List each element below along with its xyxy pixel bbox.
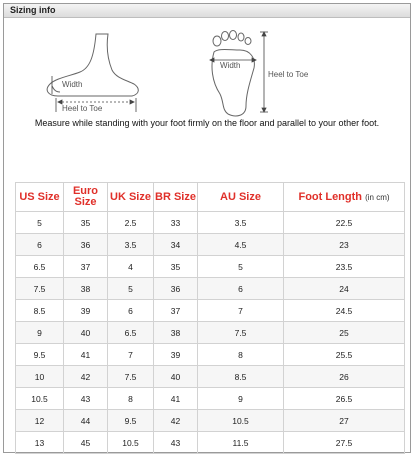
header-euro-size: Euro Size [64,183,108,212]
sizing-info-panel [3,3,411,453]
table-row [16,278,405,300]
cell-euro-size: 44 [64,410,108,432]
cell-euro-size: 38 [64,278,108,300]
cell-foot-length: 24.5 [284,300,405,322]
cell-foot-length: 26 [284,366,405,388]
table-row [16,432,405,454]
cell-us-size: 6 [16,234,64,256]
cell-au-size: 9 [198,388,284,410]
cell-foot-length: 23.5 [284,256,405,278]
cell-foot-length: 22.5 [284,212,405,234]
cell-uk-size: 6.5 [108,322,154,344]
cell-au-size: 4.5 [198,234,284,256]
cell-br-size: 42 [154,410,198,432]
cell-us-size: 6.5 [16,256,64,278]
cell-uk-size: 5 [108,278,154,300]
header-foot-length-label: Foot Length [298,190,363,203]
panel-title: Sizing info [10,5,56,15]
table-row [16,212,405,234]
cell-au-size: 8 [198,344,284,366]
cell-us-size: 8.5 [16,300,64,322]
cell-br-size: 39 [154,344,198,366]
side-width-label: Width [62,80,83,89]
cell-us-size: 9 [16,322,64,344]
cell-foot-length: 24 [284,278,405,300]
foot-top-view-icon [212,31,254,116]
side-heel-to-toe-label: Heel to Toe [62,104,103,113]
cell-br-size: 37 [154,300,198,322]
size-chart-header-row [16,183,405,212]
cell-uk-size: 2.5 [108,212,154,234]
cell-br-size: 40 [154,366,198,388]
cell-au-size: 6 [198,278,284,300]
cell-euro-size: 40 [64,322,108,344]
cell-us-size: 9.5 [16,344,64,366]
cell-au-size: 7 [198,300,284,322]
cell-foot-length: 25.5 [284,344,405,366]
cell-euro-size: 37 [64,256,108,278]
cell-uk-size: 3.5 [108,234,154,256]
foot-measurement-illustration [24,26,394,131]
cell-br-size: 33 [154,212,198,234]
cell-au-size: 10.5 [198,410,284,432]
cell-foot-length: 23 [284,234,405,256]
cell-au-size: 8.5 [198,366,284,388]
table-row [16,388,405,410]
cell-au-size: 3.5 [198,212,284,234]
panel-titlebar [4,4,410,18]
cell-br-size: 36 [154,278,198,300]
header-foot-length [284,183,405,212]
cell-br-size: 41 [154,388,198,410]
header-foot-length-unit: (in cm) [365,192,390,202]
cell-uk-size: 4 [108,256,154,278]
header-us-size: US Size [16,183,64,212]
measurement-instruction: Measure while standing with your foot firmly on the floor and parallel to your other foot. [34,118,380,128]
table-row [16,256,405,278]
top-width-label: Width [220,61,241,70]
cell-euro-size: 39 [64,300,108,322]
cell-au-size: 11.5 [198,432,284,454]
cell-us-size: 12 [16,410,64,432]
cell-au-size: 7.5 [198,322,284,344]
cell-br-size: 43 [154,432,198,454]
cell-us-size: 7.5 [16,278,64,300]
cell-foot-length: 27.5 [284,432,405,454]
cell-euro-size: 42 [64,366,108,388]
header-br-size: BR Size [154,183,198,212]
table-row [16,366,405,388]
cell-euro-size: 41 [64,344,108,366]
header-au-size: AU Size [198,183,284,212]
cell-uk-size: 9.5 [108,410,154,432]
table-row [16,322,405,344]
cell-euro-size: 45 [64,432,108,454]
cell-br-size: 35 [154,256,198,278]
cell-us-size: 10 [16,366,64,388]
cell-uk-size: 7 [108,344,154,366]
cell-uk-size: 10.5 [108,432,154,454]
cell-euro-size: 35 [64,212,108,234]
table-row [16,410,405,432]
cell-uk-size: 8 [108,388,154,410]
cell-au-size: 5 [198,256,284,278]
table-row [16,344,405,366]
header-uk-size: UK Size [108,183,154,212]
size-chart-table [15,182,405,454]
cell-us-size: 10.5 [16,388,64,410]
top-heel-to-toe-label: Heel to Toe [268,70,309,79]
cell-us-size: 5 [16,212,64,234]
cell-foot-length: 25 [284,322,405,344]
cell-uk-size: 7.5 [108,366,154,388]
cell-euro-size: 36 [64,234,108,256]
cell-br-size: 38 [154,322,198,344]
cell-br-size: 34 [154,234,198,256]
foot-side-view-icon [47,34,138,96]
cell-us-size: 13 [16,432,64,454]
cell-uk-size: 6 [108,300,154,322]
cell-foot-length: 26.5 [284,388,405,410]
table-row [16,234,405,256]
cell-foot-length: 27 [284,410,405,432]
cell-euro-size: 43 [64,388,108,410]
table-row [16,300,405,322]
